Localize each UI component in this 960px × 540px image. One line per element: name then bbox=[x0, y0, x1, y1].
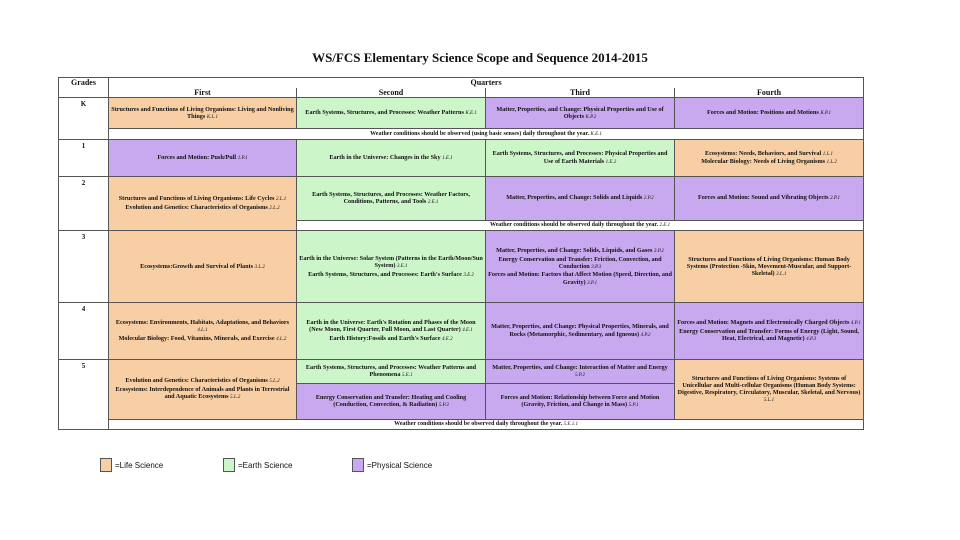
cell-2-q3: Matter, Properties, and Change: Solids and Liquids 2.P.2 bbox=[486, 176, 675, 220]
cell-3-q4: Structures and Functions of Living Organisms: Human Body Systems (Protection -Skin, Movement-Muscular, and Support-Skeletal) 3.L.1 bbox=[675, 230, 864, 302]
cell-2-q4: Forces and Motion: Sound and Vibrating Objects 2.P.1 bbox=[675, 176, 864, 220]
grade-label-1: 1 bbox=[59, 140, 109, 176]
grade-label-3: 3 bbox=[59, 230, 109, 302]
cell-5-q2a: Earth Systems, Structures, and Processes: Weather Patterns and Phenomena 5.E.1 bbox=[297, 359, 486, 383]
quarter-first-header: First bbox=[109, 88, 297, 98]
cell-3-q1: Ecosystems:Growth and Survival of Plants 3.L.2 bbox=[109, 230, 297, 302]
grade-label-5: 5 bbox=[59, 359, 109, 429]
cell-5-q4: Structures and Functions of Living Organisms: Systems of Unicellular and Multi-cellular Organisms (Human Body Systems: Digestive, Respiratory, Circulatory, Muscular, Skeletal, and Nervous) 5.L.1 bbox=[675, 359, 864, 419]
cell-4-q1: Ecosystems: Environments, Habitats, Adaptations, and Behaviors 4.L.1 Molecular Biology: Food, Vitamins, Minerals, and Exercise 4.L.2 bbox=[109, 303, 297, 359]
page-title: WS/FCS Elementary Science Scope and Sequence 2014-2015 bbox=[312, 50, 648, 65]
grade-label-k: K bbox=[59, 98, 109, 140]
cell-k-q3: Matter, Properties, and Change: Physical Properties and Use of Objects K.P.2 bbox=[486, 98, 675, 129]
cell-3-q2: Earth in the Universe: Solar System (Patterns in the Earth/Moon/Sun System) 3.E.1 Earth Systems, Structures, and Processes: Earth's Surface 3.E.2 bbox=[297, 230, 486, 302]
earth-swatch bbox=[223, 458, 235, 472]
legend-life bbox=[100, 458, 163, 472]
physical-swatch bbox=[352, 458, 364, 472]
cell-2-q2: Earth Systems, Structures, and Processes: Weather Factors, Conditions, Patterns, and Tools 2.E.1 bbox=[297, 176, 486, 220]
cell-5-q3a: Matter, Properties, and Change: Interaction of Matter and Energy 5.P.2 bbox=[486, 359, 675, 383]
quarter-third-header: Third bbox=[486, 88, 675, 98]
legend-earth bbox=[223, 458, 292, 472]
cell-5-q1: Evolution and Genetics: Characteristics of Organisms 5.L.2 Ecosystems: Interdependence of Animals and Plants in Terrestrial and Aquatic Ecosystems 5.L.2 bbox=[109, 359, 297, 419]
cell-1-q2: Earth in the Universe: Changes in the Sky 1.E.1 bbox=[297, 140, 486, 176]
cell-k-q1: Structures and Functions of Living Organisms: Living and Nonliving Things K.L.1 bbox=[109, 98, 297, 129]
cell-1-q4: Ecosystems: Needs, Behaviors, and Survival 1.L.1 Molecular Biology: Needs of Living Organisms 1.L.2 bbox=[675, 140, 864, 176]
cell-5-q3b: Forces and Motion: Relationship between Force and Motion (Gravity, Friction, and Change in Mass) 5.P.1 bbox=[486, 383, 675, 419]
grades-header: Grades bbox=[59, 78, 109, 98]
cell-3-q3: Matter, Properties, and Change: Solids, Liquids, and Gases 3.P.2 Energy Conservation and Transfer: Friction, Convection, and Conduction 3.P.3 Forces and Motion: Factors that Affect Motion (Speed, Direction, and Gravity) 3.P.1 bbox=[486, 230, 675, 302]
legend-physical bbox=[352, 458, 432, 472]
cell-5-q2b: Energy Conservation and Transfer: Heating and Cooling (Conduction, Convection, & Radiation) 5.P.3 bbox=[297, 383, 486, 419]
weather-note-k: Weather conditions should be observed (using basic senses) daily throughout the year. K.E.1 bbox=[109, 129, 864, 140]
cell-4-q3: Matter, Properties, and Change: Physical Properties, Minerals, and Rocks (Metamorphic, Sedimentary, and Igneous) 4.P.2 bbox=[486, 303, 675, 359]
legend-physical-label: =Physical Science bbox=[367, 460, 433, 470]
cell-1-q3: Earth Systems, Structures, and Processes: Physical Properties and Use of Earth Materials 1.E.2 bbox=[486, 140, 675, 176]
life-swatch bbox=[100, 458, 112, 472]
cell-k-q4: Forces and Motion: Positions and Motions K.P.1 bbox=[675, 98, 864, 129]
grade-label-2: 2 bbox=[59, 176, 109, 230]
cell-4-q2: Earth in the Universe: Earth's Rotation and Phases of the Moon (New Moon, First Quarter, Full Moon, and Last Quarter) 4.E.1 Earth History:Fossils and Earth's Surface 4.E.2 bbox=[297, 303, 486, 359]
scope-sequence-table bbox=[58, 77, 864, 430]
weather-note-2: Weather conditions should be observed daily throughout the year. 2.E.1 bbox=[297, 220, 864, 230]
cell-2-q1: Structures and Functions of Living Organisms: Life Cycles 2.L.1 Evolution and Genetics: Characteristics of Organisms 2.L.2 bbox=[109, 176, 297, 230]
grade-label-4: 4 bbox=[59, 303, 109, 359]
cell-k-q2: Earth Systems, Structures, and Processes: Weather Patterns K.E.1 bbox=[297, 98, 486, 129]
quarter-second-header: Second bbox=[297, 88, 486, 98]
legend-life-label: =Life Science bbox=[115, 460, 164, 470]
legend-earth-label: =Earth Science bbox=[238, 460, 293, 470]
cell-4-q4: Forces and Motion: Magnets and Electronically Charged Objects 4.P.1 Energy Conservation and Transfer: Forms of Energy (Light, Sound, Heat, Electrical, and Magnetic) 4.P.3 bbox=[675, 303, 864, 359]
quarter-fourth-header: Fourth bbox=[675, 88, 864, 98]
quarters-header: Quarters bbox=[109, 78, 864, 88]
cell-1-q1: Forces and Motion: Push/Pull 1.P.1 bbox=[109, 140, 297, 176]
weather-note-5: Weather conditions should be observed daily throughout the year. 5.E.1.1 bbox=[109, 419, 864, 429]
